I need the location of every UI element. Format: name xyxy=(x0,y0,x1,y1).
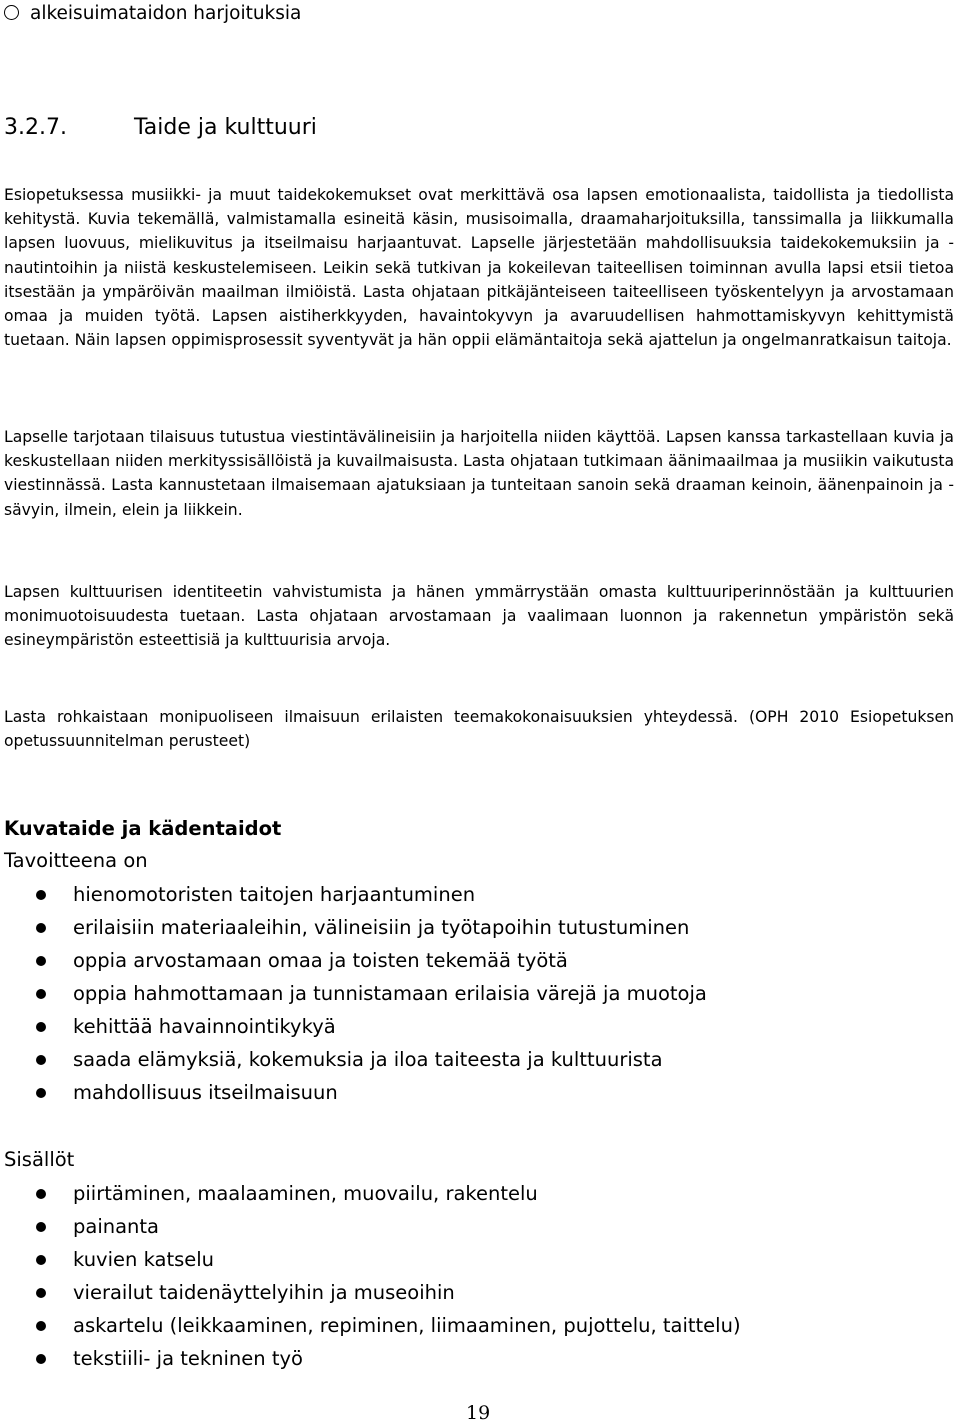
list-item xyxy=(0,977,900,1010)
list-item-text: alkeisuimataidon harjoituksia xyxy=(30,3,302,24)
list-item xyxy=(0,1243,900,1276)
bullet-icon xyxy=(36,890,46,900)
bullet-icon xyxy=(36,1189,46,1199)
list-item-text: erilaisiin materiaaleihin, välineisiin ja työtapoihin tutustuminen xyxy=(73,916,690,939)
paragraph: Esiopetuksessa musiikki- ja muut taidekokemukset ovat merkittävä osa lapsen emotionaalista, taidollista ja tiedollista kehitystä. Kuvia tekemällä, valmistamalla esineitä käsin, musisoimalla, draamaharjoituksilla, tanssimalla ja liikkumalla lapsen luovuus, mielikuvitus ja itseilmaisu harjaantuvat. Lapselle järjestetään mahdollisuuksia taidekokemuksiin ja -nautintoihin ja niistä keskustelemiseen. Leikin sekä tutkivan ja kokeilevan taiteellisen toiminnan avulla lapsi etsii tietoa itsestään ja ympäröivän maailman ilmiöistä. Lasta ohjataan pitkäjänteiseen taiteelliseen työskentelyyn ja arvostamaan omaa ja muiden työtä. Lapsen aistiherkkyyden, havaintokyvyn ja avaruudellisen hahmottamiskyvyn kehittymistä tuetaan. Näin lapsen oppimisprosessit syventyvät ja hän oppii elämäntaitoja sekä ajattelun ja ongelmanratkaisun taitoja. xyxy=(4,186,954,350)
list-item-text: hienomotoristen taitojen harjaantuminen xyxy=(73,883,476,906)
subject-heading: Kuvataide ja kädentaidot xyxy=(4,817,282,840)
paragraph: Lapsen kulttuurisen identiteetin vahvistumista ja hänen ymmärrystään omasta kulttuuriperinnöstään ja kulttuurien monimuotoisuudesta tuetaan. Lasta ohjataan arvostamaan ja vaalimaan luonnon ja rakennetun ympäristön sekä esineympäristön esteettisiä ja kulttuurisia arvoja. xyxy=(4,583,954,650)
list-item-text: vierailut taidenäyttelyihin ja museoihin xyxy=(73,1281,455,1304)
list-item-text: kuvien katselu xyxy=(73,1248,215,1271)
bullet-icon xyxy=(36,1255,46,1265)
list-item-text: saada elämyksiä, kokemuksia ja iloa taiteesta ja kulttuurista xyxy=(73,1048,663,1071)
list-item xyxy=(0,1210,900,1243)
list-item-text: oppia arvostamaan omaa ja toisten tekemää työtä xyxy=(73,949,568,972)
bullet-icon xyxy=(36,1022,46,1032)
bullet-icon xyxy=(36,1288,46,1298)
list-item-text: askartelu (leikkaaminen, repiminen, liimaaminen, pujottelu, taittelu) xyxy=(73,1314,741,1337)
paragraph: Lapselle tarjotaan tilaisuus tutustua viestintävälineisiin ja harjoitella niiden käyttöä. Lapsen kanssa tarkastellaan kuvia ja keskustellaan niiden merkityssisällöistä ja kuvailmaisusta. Lasta ohjataan tutkimaan äänimaailmaa ja musiikin vaikutusta viestinnässä. Lasta kannustetaan ilmaisemaan ajatuksiaan ja tunteitaan sanoin sekä draaman keinoin, äänenpainoin ja -sävyin, ilmein, elein ja liikkein. xyxy=(4,428,954,519)
goals-label: Tavoitteena on xyxy=(4,849,148,872)
paragraph: Lasta rohkaistaan monipuoliseen ilmaisuun erilaisten teemakokonaisuuksien yhteydessä. (OPH 2010 Esiopetuksen opetussuunnitelman perusteet) xyxy=(4,708,954,751)
page-number: 19 xyxy=(466,1402,491,1424)
list-item xyxy=(0,1309,900,1342)
list-item-text: kehittää havainnointikykyä xyxy=(73,1015,336,1038)
list-item xyxy=(0,878,900,911)
section-number: 3.2.7. xyxy=(4,115,67,140)
list-item xyxy=(0,911,900,944)
bullet-icon xyxy=(36,1321,46,1331)
list-item xyxy=(0,1043,900,1076)
list-item xyxy=(4,2,301,26)
list-item-text: tekstiili- ja tekninen työ xyxy=(73,1347,303,1370)
content-label: Sisällöt xyxy=(4,1148,75,1171)
list-item-text: painanta xyxy=(73,1215,160,1238)
list-item-text: oppia hahmottamaan ja tunnistamaan erilaisia värejä ja muotoja xyxy=(73,982,707,1005)
section-heading xyxy=(4,113,317,143)
bullet-icon xyxy=(36,1088,46,1098)
list-item xyxy=(0,1010,900,1043)
bullet-icon xyxy=(36,1222,46,1232)
hollow-circle-bullet-icon xyxy=(4,5,19,20)
list-item xyxy=(0,1342,900,1375)
list-item xyxy=(0,1177,900,1210)
bullet-icon xyxy=(36,989,46,999)
content-list xyxy=(0,1177,900,1375)
list-item-text: piirtäminen, maalaaminen, muovailu, rakentelu xyxy=(73,1182,538,1205)
section-title: Taide ja kulttuuri xyxy=(134,115,317,140)
list-item-text: mahdollisuus itseilmaisuun xyxy=(73,1081,338,1104)
bullet-icon xyxy=(36,1354,46,1364)
bullet-icon xyxy=(36,1055,46,1065)
bullet-icon xyxy=(36,923,46,933)
list-item xyxy=(0,1276,900,1309)
bullet-icon xyxy=(36,956,46,966)
list-item xyxy=(0,1076,900,1109)
goals-list xyxy=(0,878,900,1109)
list-item xyxy=(0,944,900,977)
